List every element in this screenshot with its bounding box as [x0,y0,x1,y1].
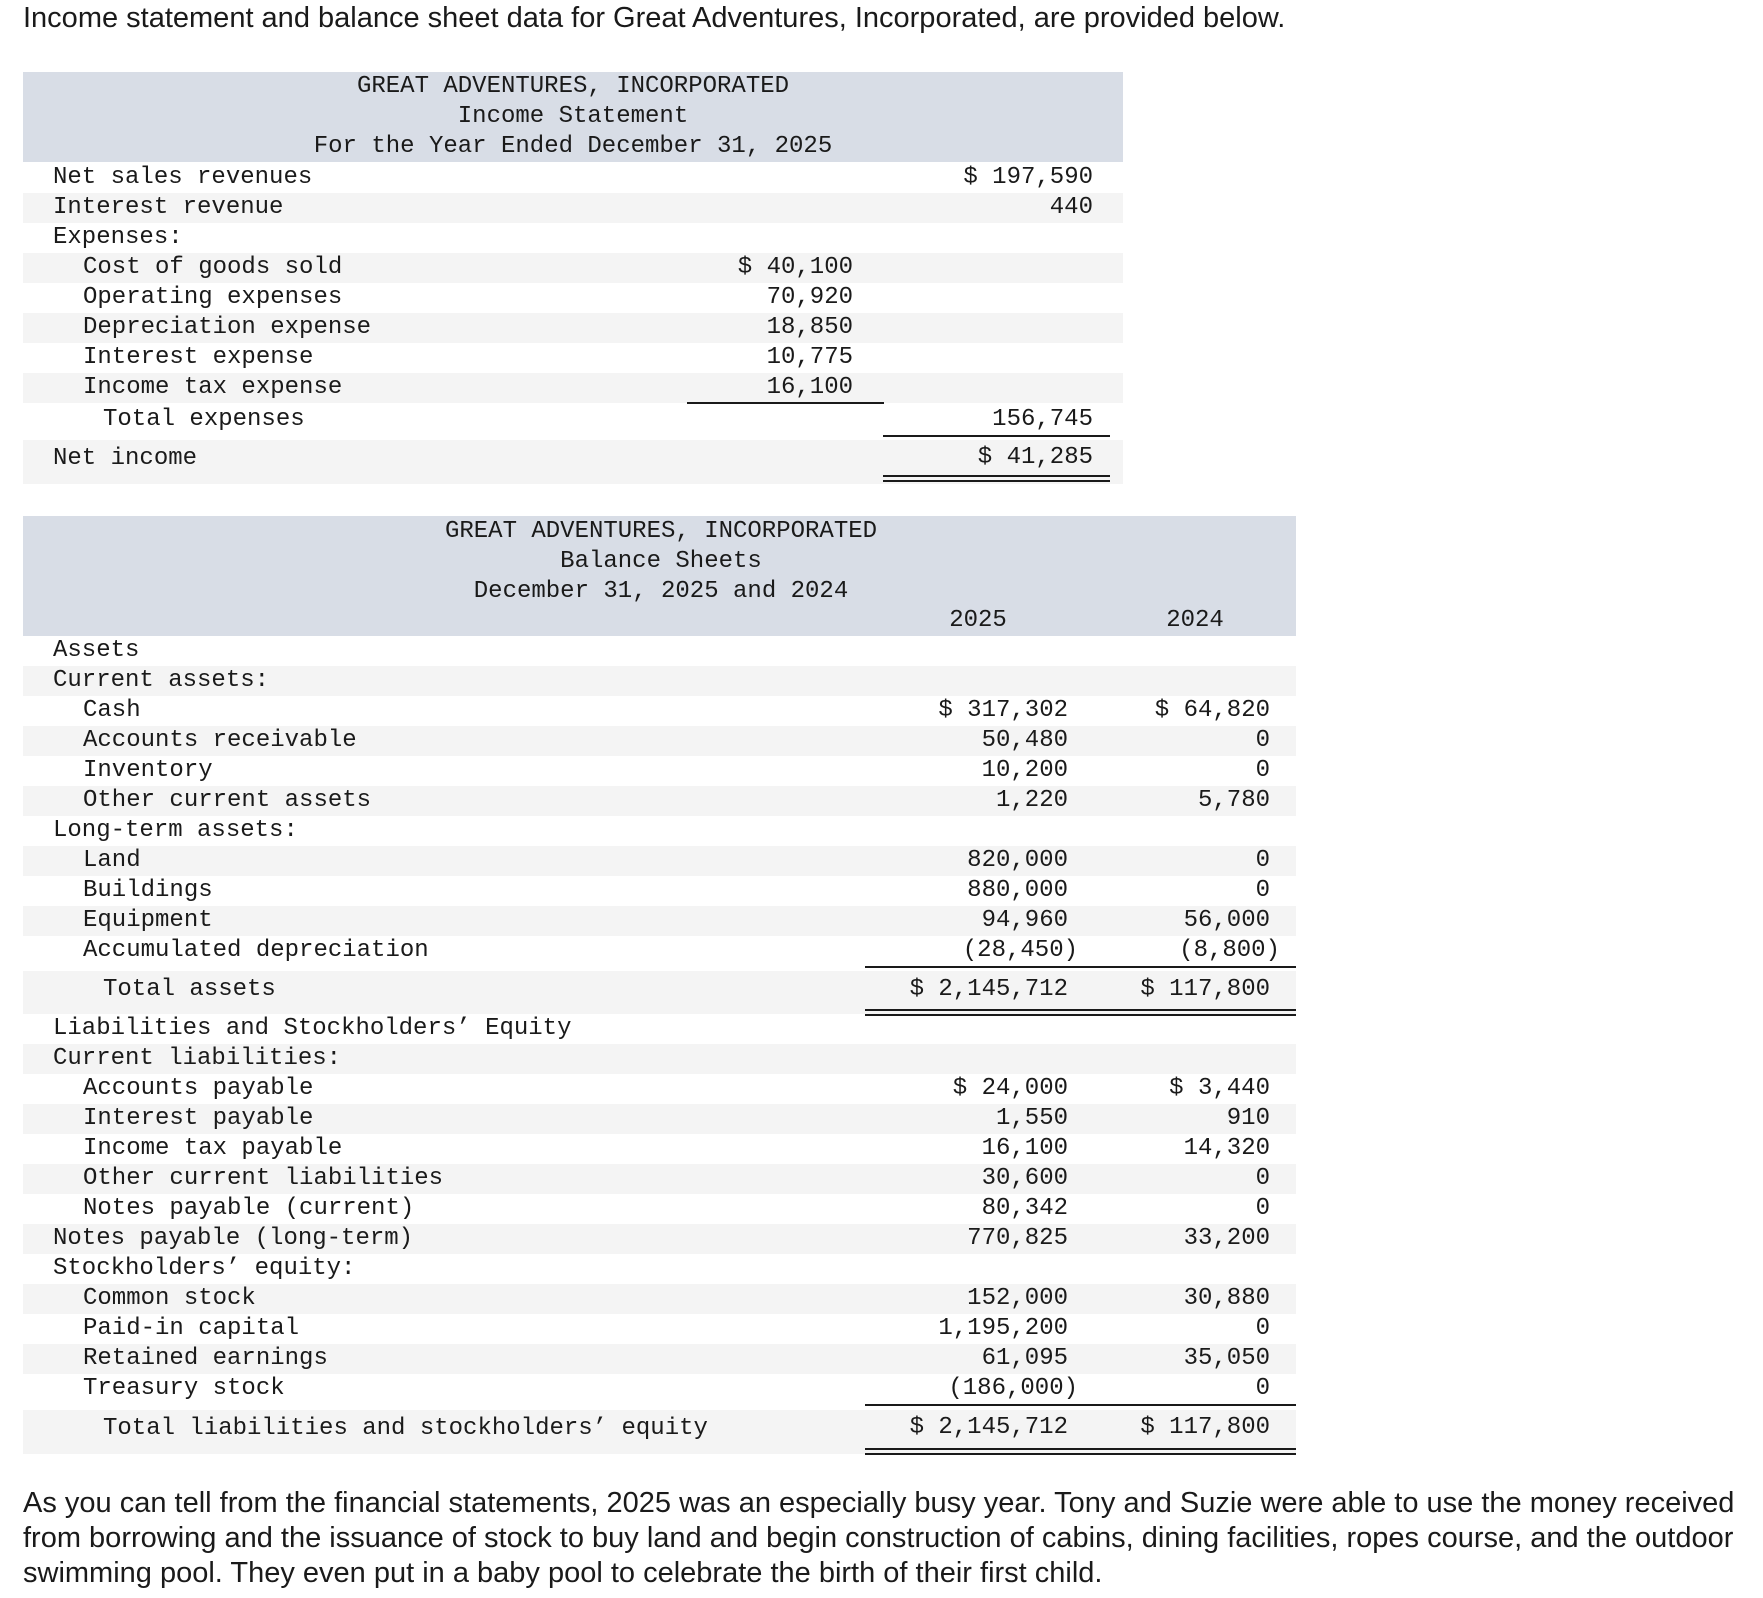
is-row-label: Total expenses [103,406,305,433]
is-row-subvalue: 16,100 [766,374,853,401]
bs-value-2024: 0 [1255,1375,1270,1402]
bs-value-2025: $ 317,302 [938,697,1068,724]
bs-value-2025: 50,480 [981,727,1068,754]
bs-row-label: Assets [53,637,140,664]
bs-value-2024: 0 [1255,1195,1270,1222]
bs-value-2025: 16,100 [981,1135,1068,1162]
column-header-2024: 2024 [1166,607,1224,634]
bs-value-2024: 0 [1255,847,1270,874]
is-row-value: $ 41,285 [977,444,1093,471]
bs-row-label: Liabilities and Stockholders’ Equity [53,1015,572,1042]
balance-sheet-title: Balance Sheets [560,548,762,575]
bs-row-label: Other current liabilities [83,1165,444,1192]
is-row-subvalue: 18,850 [766,314,853,341]
bs-value-2025: $ 24,000 [952,1075,1068,1102]
bs-row-label: Long-term assets: [53,817,298,844]
bs-value-2025: 10,200 [981,757,1068,784]
bs-value-2024: (8,800) [1179,937,1280,964]
is-row-label: Operating expenses [83,284,343,311]
balance-sheet-period: December 31, 2025 and 2024 [473,578,849,605]
bs-value-2024: 35,050 [1183,1345,1270,1372]
bs-value-2025: 1,195,200 [938,1315,1068,1342]
is-row-subvalue: 10,775 [766,344,853,371]
bs-value-2024: 14,320 [1183,1135,1270,1162]
is-row-subvalue: 70,920 [766,284,853,311]
balance-sheet-company: GREAT ADVENTURES, INCORPORATED [444,518,878,545]
bs-row-label: Notes payable (current) [83,1195,415,1222]
bs-row-label: Total liabilities and stockholders’ equity [103,1415,708,1442]
is-row-value: 440 [1049,194,1093,221]
bs-value-2024: 0 [1255,757,1270,784]
is-row-label: Cost of goods sold [83,254,343,281]
bs-row-label: Land [83,847,141,874]
bs-row-label: Retained earnings [83,1345,328,1372]
net-income-double-underline [883,475,1110,482]
bs-row-label: Cash [83,697,141,724]
intro-text: Income statement and balance sheet data for Great Adventures, Incorporated, are provided below. [23,2,1286,34]
bs-row-label: Paid-in capital [83,1315,300,1342]
bs-value-2024: 30,880 [1183,1285,1270,1312]
bs-value-2024: 0 [1255,1315,1270,1342]
column-header-2025: 2025 [949,607,1007,634]
bs-row-label: Current liabilities: [53,1045,342,1072]
bs-value-2024: 910 [1226,1105,1270,1132]
bs-value-2024: $ 3,440 [1169,1075,1270,1102]
bs-value-2024: 33,200 [1183,1225,1270,1252]
outro-text: As you can tell from the financial statements, 2025 was an especially busy year. Tony and Suzie were able to use the money received from borrowing and the issuance of stock to buy land and begin construction of cabins, dining facilities, ropes course, and the outdoor swimming pool. They even put in a baby pool to celebrate the birth of their first child. [23,1487,1735,1589]
bs-value-2025: 820,000 [967,847,1068,874]
bs-value-2025: 94,960 [981,907,1068,934]
bs-row-label: Total assets [103,976,276,1003]
bs-value-2024: 0 [1255,877,1270,904]
subtotal-underline [865,1404,1296,1406]
is-row-label: Expenses: [53,224,183,251]
income-statement-title: Income Statement [457,103,689,130]
bs-value-2024: 0 [1255,1165,1270,1192]
bs-value-2025: 1,220 [995,787,1068,814]
bs-row-label: Inventory [83,757,213,784]
is-row-label: Net income [53,445,198,472]
bs-row-label: Notes payable (long-term) [53,1225,414,1252]
total-liabilities-double-underline [865,1448,1296,1455]
bs-value-2025: 30,600 [981,1165,1068,1192]
bs-value-2025: 80,342 [981,1195,1068,1222]
bs-row-label: Common stock [83,1285,256,1312]
bs-value-2025: $ 2,145,712 [909,976,1068,1003]
total-underline [883,435,1110,437]
bs-value-2024: $ 117,800 [1140,1414,1270,1441]
bs-value-2025: (28,450) [962,937,1078,964]
bs-row-label: Equipment [83,907,213,934]
bs-row-label: Treasury stock [83,1375,285,1402]
is-row-label: Net sales revenues [53,164,313,191]
bs-row-label: Income tax payable [83,1135,343,1162]
income-statement-period: For the Year Ended December 31, 2025 [313,133,833,160]
bs-value-2025: 1,550 [995,1105,1068,1132]
bs-row-label: Accumulated depreciation [83,937,429,964]
is-row-value: $ 197,590 [963,164,1093,191]
subtotal-underline [687,402,884,404]
bs-value-2025: 152,000 [967,1285,1068,1312]
bs-value-2024: 0 [1255,727,1270,754]
income-statement-company: GREAT ADVENTURES, INCORPORATED [356,73,790,100]
bs-value-2025: 770,825 [967,1225,1068,1252]
bs-row-label: Stockholders’ equity: [53,1255,356,1282]
bs-value-2025: $ 2,145,712 [909,1414,1068,1441]
bs-row-label: Accounts payable [83,1075,314,1102]
is-row-label: Interest expense [83,344,314,371]
bs-row-label: Other current assets [83,787,372,814]
is-row-label: Depreciation expense [83,314,372,341]
bs-row-label: Buildings [83,877,213,904]
total-assets-double-underline [865,1009,1296,1016]
bs-value-2024: 56,000 [1183,907,1270,934]
bs-value-2025: 880,000 [967,877,1068,904]
is-row-value: 156,745 [992,406,1093,433]
subtotal-underline [865,966,1296,968]
bs-value-2024: $ 64,820 [1154,697,1270,724]
bs-row-label: Current assets: [53,667,270,694]
bs-value-2025: (186,000) [948,1375,1078,1402]
is-row-label: Interest revenue [53,194,284,221]
bs-value-2024: $ 117,800 [1140,976,1270,1003]
bs-row-label: Accounts receivable [83,727,357,754]
bs-value-2024: 5,780 [1197,787,1270,814]
is-row-subvalue: $ 40,100 [737,254,853,281]
bs-value-2025: 61,095 [981,1345,1068,1372]
bs-row-label: Interest payable [83,1105,314,1132]
is-row-label: Income tax expense [83,374,343,401]
